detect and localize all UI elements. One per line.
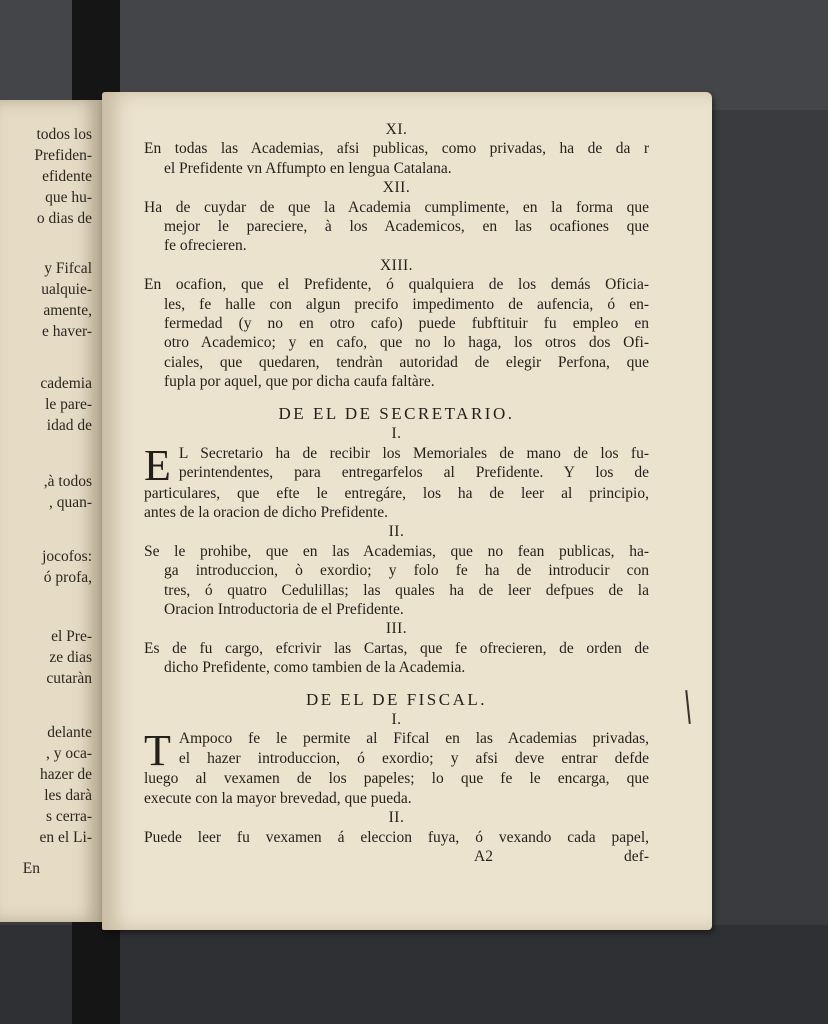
text-line: el Prefidente vn Affumpto en lengua Catalana. bbox=[164, 159, 452, 177]
text-line: fupla por aquel, que por dicha caufa faltàre. bbox=[164, 373, 435, 391]
left-line: amente, bbox=[43, 302, 92, 319]
text-line: dicho Prefidente, como tambien de la Academia. bbox=[164, 659, 466, 677]
right-page bbox=[102, 92, 712, 930]
left-line: , y oca- bbox=[45, 745, 92, 762]
left-line: idad de bbox=[46, 417, 92, 434]
text-line: antes de la oracion de dicho Prefidente. bbox=[144, 503, 389, 521]
left-line: e haver- bbox=[41, 323, 92, 340]
left-line: les darà bbox=[44, 787, 92, 804]
heading-secretario: DE EL DE SECRETARIO. bbox=[278, 403, 515, 423]
left-line: y Fifcal bbox=[44, 260, 92, 277]
text-line: el hazer introduccion, ó exordio; y afsi deve entrar defde bbox=[178, 749, 649, 767]
section-numeral: II. bbox=[388, 523, 405, 541]
left-line: el Pre- bbox=[51, 628, 92, 645]
paragraph-secretario-i bbox=[144, 440, 649, 523]
text-line: luego al vexamen de los papeles; lo que fe le encarga, que bbox=[144, 770, 649, 788]
paragraph-fiscal-i bbox=[144, 726, 649, 808]
left-line: delante bbox=[47, 724, 92, 741]
text-line: ga introduccion, ò exordio; y folo fe ha de introducir con bbox=[164, 562, 649, 580]
page-footer bbox=[144, 847, 649, 866]
left-line: Prefiden- bbox=[34, 147, 92, 164]
left-line: todos los bbox=[36, 126, 92, 143]
section-numeral-xiii: XIII. bbox=[379, 256, 414, 274]
left-line: cutaràn bbox=[46, 670, 92, 687]
heading-fiscal: DE EL DE FISCAL. bbox=[305, 689, 488, 709]
section-numeral-xii: XII. bbox=[382, 179, 411, 197]
left-line: , quan- bbox=[48, 494, 92, 511]
text-line: Se le prohibe, que en las Academias, que no fean publicas, ha- bbox=[144, 542, 649, 560]
left-line: o dias de bbox=[36, 210, 92, 227]
section-numeral: I. bbox=[391, 710, 402, 728]
left-line: hazer de bbox=[39, 766, 92, 783]
page-text bbox=[144, 120, 649, 866]
left-page bbox=[0, 100, 102, 922]
left-line: efidente bbox=[42, 168, 92, 185]
text-line: En todas las Academias, afsi publicas, como privadas, ha de da r bbox=[144, 140, 649, 158]
text-line: fermedad (y no en otro cafo) puede fubftituir fu empleo en bbox=[164, 315, 649, 333]
left-line: que hu- bbox=[45, 189, 92, 206]
signature-mark: A2 bbox=[474, 848, 493, 865]
left-line: ualquie- bbox=[41, 281, 92, 298]
left-line: ó profa, bbox=[43, 569, 92, 586]
left-line: ,à todos bbox=[43, 473, 92, 490]
margin-mark bbox=[685, 690, 691, 724]
text-line: Es de fu cargo, efcrivir las Cartas, que fe ofrecieren, de orden de bbox=[144, 639, 649, 657]
catchword: def- bbox=[624, 848, 649, 865]
text-line: particulares, que efte le entregáre, los ha de leer al principio, bbox=[144, 484, 649, 502]
left-line: en el Li- bbox=[39, 829, 92, 846]
left-line: s cerra- bbox=[45, 808, 92, 825]
text-line: Puede leer fu vexamen á eleccion fuya, ó vexando cada papel, bbox=[144, 828, 649, 846]
left-catchword: En bbox=[22, 860, 40, 877]
drop-cap: T bbox=[144, 726, 171, 776]
background-bottom bbox=[0, 925, 828, 1024]
text-line: fe ofrecieren. bbox=[164, 237, 247, 255]
left-line: ze dias bbox=[49, 649, 92, 666]
section-numeral: III. bbox=[385, 620, 408, 638]
drop-cap: E bbox=[144, 440, 171, 490]
text-line: execute con la mayor brevedad, que pueda. bbox=[144, 789, 412, 807]
text-line: ciales, que quedaren, tendràn autoridad de elegir Perfona, que bbox=[164, 353, 649, 371]
text-line: L Secretario ha de recibir los Memoriales de mano de los fu- bbox=[178, 444, 649, 462]
text-line: mejor le pareciere, à los Academicos, en las ocafiones que bbox=[164, 218, 649, 236]
section-numeral: I. bbox=[391, 425, 402, 443]
left-line: jocofos: bbox=[42, 548, 92, 565]
left-line: cademia bbox=[40, 375, 92, 392]
text-line: tres, ó quatro Cedulillas; las quales ha de leer defpues de la bbox=[164, 581, 649, 599]
text-line: Oracion Introductoria de el Prefidente. bbox=[164, 600, 404, 618]
left-line: le pare- bbox=[45, 396, 92, 413]
text-line: les, fe halle con algun precifo impedimento de aufencia, ó en- bbox=[164, 295, 649, 313]
text-line: En ocafion, que el Prefidente, ó qualquiera de los demás Oficia- bbox=[144, 276, 649, 294]
text-line: otro Academico; y en cafo, que no lo haga, los otros dos Ofi- bbox=[164, 334, 649, 352]
text-line: perintendentes, para entregarfelos al Prefidente. Y los de bbox=[178, 463, 649, 481]
text-line: Ha de cuydar de que la Academia cumplimente, en la forma que bbox=[144, 198, 649, 216]
section-numeral: II. bbox=[388, 809, 405, 827]
text-line: Ampoco fe le permite al Fifcal en las Academias privadas, bbox=[178, 730, 649, 748]
section-numeral-xi: XI. bbox=[385, 121, 408, 138]
